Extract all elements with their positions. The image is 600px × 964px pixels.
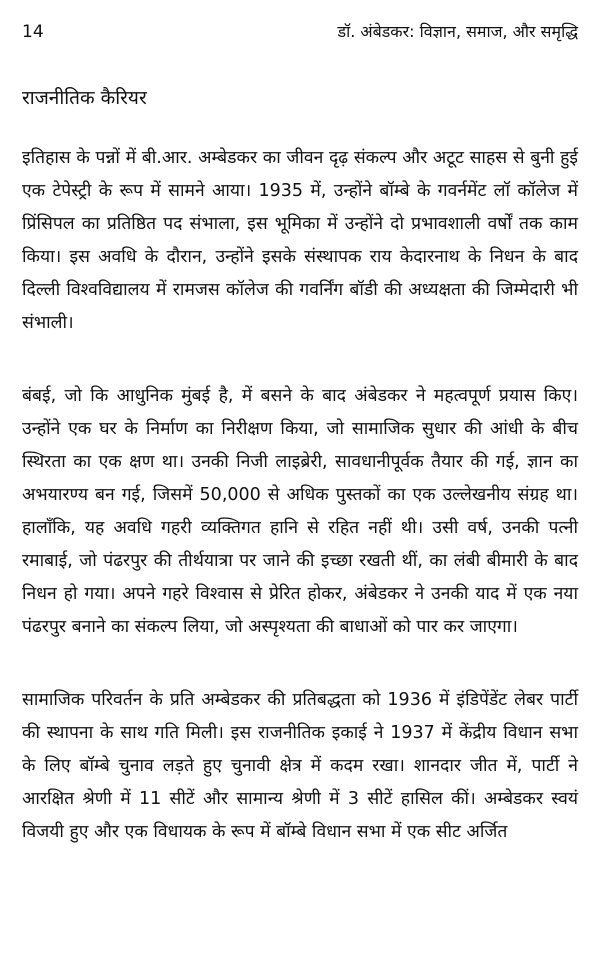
paragraph: इतिहास के पन्नों में बी.आर. अम्बेडकर का जीवन दृढ़ संकल्प और अटूट साहस से बुनी हुई एक टेपेस्ट्री के रूप में सामने आया। 1935 में, उन्होंने बॉम्बे के गवर्नमेंट लॉ कॉलेज में प्रिंसिपल का प्रतिष्ठित पद संभाला, इस भूमिका में उन्होंने दो प्रभावशाली वर्षों तक काम किया। इस अवधि के दौरान, उन्होंने इसके संस्थापक राय केदारनाथ के निधन के बाद दिल्ली विश्वविद्यालय में रामजस कॉलेज की गवर्निंग बॉडी की अध्यक्षता की जिम्मेदारी भी संभाली। — [22, 148, 578, 333]
paragraph: सामाजिक परिवर्तन के प्रति अम्बेडकर की प्रतिबद्धता को 1936 में इंडिपेंडेंट लेबर पार्टी की स्थापना के साथ गति मिली। इस राजनीतिक इकाई ने 1937 में केंद्रीय विधान सभा के लिए बॉम्बे चुनाव लड़ते हुए चुनावी क्षेत्र में कदम रखा। शानदार जीत में, पार्टी ने आरक्षित श्रेणी में 11 सीटें और सामान्य श्रेणी में 3 सीटें हासिल कीं। अम्बेडकर स्वयं विजयी हुए और एक विधायक के रूप में बॉम्बे विधान सभा में एक सीट अर्जित — [22, 690, 578, 842]
running-header-title: डॉ. अंबेडकर: विज्ञान, समाज, और समृद्धि — [337, 22, 578, 41]
body-text — [22, 142, 578, 889]
page-number: 14 — [22, 22, 44, 42]
section-heading: राजनीतिक कैरियर — [22, 87, 147, 109]
paragraph: बंबई, जो कि आधुनिक मुंबई है, में बसने के बाद अंबेडकर ने महत्वपूर्ण प्रयास किए। उन्होंने एक घर के निर्माण का निरीक्षण किया, जो सामाजिक सुधार की आंधी के बीच स्थिरता का एक क्षण था। उनकी निजी लाइब्रेरी, सावधानीपूर्वक तैयार की गई, ज्ञान का अभयारण्य बन गई, जिसमें 50,000 से अधिक पुस्तकों का एक उल्लेखनीय संग्रह था। हालाँकि, यह अवधि गहरी व्यक्तिगत हानि से रहित नहीं थी। उसी वर्ष, उनकी पत्नी रमाबाई, जो पंढरपुर की तीर्थयात्रा पर जाने की इच्छा रखती थीं, का लंबी बीमारी के बाद निधन हो गया। अपने गहरे विश्वास से प्रेरित होकर, अंबेडकर ने उनकी याद में एक नया पंढरपुर बनाने का संकल्प लिया, जो अस्पृश्यता की बाधाओं को पार कर जाएगा। — [22, 386, 578, 637]
